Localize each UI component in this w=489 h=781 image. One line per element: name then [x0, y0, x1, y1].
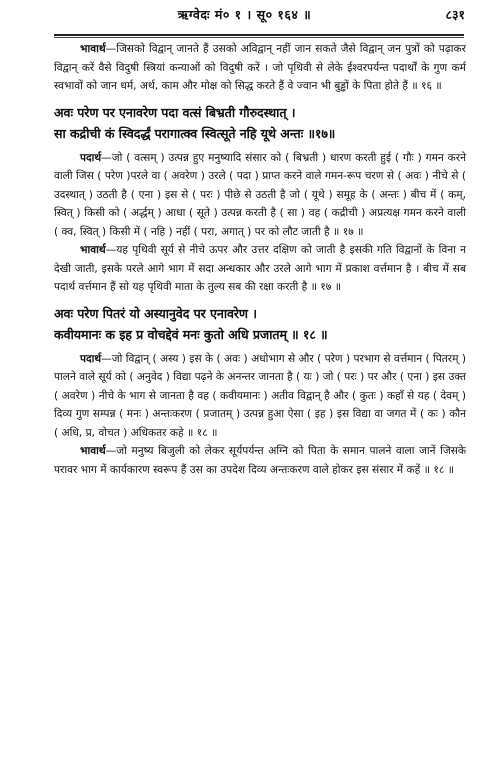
padarth-17-text: —जो ( वत्सम् ) उत्पन्न हुए मनुष्यादि संसार को ( बिभ्रती ) धारण करती हुई ( गौः ) गमन करने वाली जिस ( परेण )परले वा ( अवरेण ) उरले ( पदा ) प्राप्त करने वाले गमन-रूप चरण से ( अवः ) नीचे से ( उदस्थात् ) उठती है ( एना ) इस से ( परः ) पीछे से उठती है जो ( यूथे ) समूह के ( अन्तः ) बीच में ( कम्, स्वित् ) किसी को ( अर्द्धम् ) आधा ( सूते ) उत्पन्न करती है ( सा ) वह ( कद्रीची ) अप्रत्यक्ष गमन करने वाली ( क्व, स्वित् ) किसी में ( नहि ) नहीं ( परा, अगात् ) पर को लौट जाती है ॥ १७ ॥	[54, 151, 466, 238]
padarth-label: पदार्थ	[80, 352, 102, 365]
bhavarth-16-paragraph	[54, 40, 466, 96]
mantra-18-line-1: अवः परेण पितरं यो अस्यानुवेद पर एनावरेण ।	[54, 305, 257, 321]
bhavarth-18-paragraph	[54, 442, 466, 479]
mantra-18-line-2: कवीयमानः क इह प्र वोचद्देवं मनः कुतो अधि प्रजातम् ॥ १८ ॥	[54, 326, 328, 342]
mantra-17	[54, 102, 466, 144]
page-body	[54, 40, 466, 479]
mantra-18	[54, 303, 466, 345]
page-header	[0, 4, 489, 28]
padarth-label: पदार्थ	[80, 151, 102, 164]
padarth-18-text: —जो विद्वान् ( अस्य ) इस के ( अवः ) अधोभाग से और ( परेण ) परभाग से वर्त्तमान ( पितरम् ) पालने वाले सूर्य को ( अनुवेद ) विद्या पढ़ने के अनन्तर जानता है ( यः ) जो ( परः ) पर और ( एना ) इस उक्त ( अवरेण ) नीचे के भाग से जानता है वह ( कवीयमानः ) अतीव विद्वान् है और ( कुतः ) कहाँ से यह ( देवम् ) दिव्य गुण सम्पन्न ( मनः ) अन्तःकरण ( प्रजातम् ) उत्पन्न हुआ ऐसा ( इह ) इस विद्या वा जगत में ( कः ) कौन ( अधि, प्र, वोचत ) अधिकतर कहे ॥ १८ ॥	[54, 352, 466, 439]
page-header-title: ऋग्वेदः मं० १ । सू० १६४ ॥	[177, 7, 312, 22]
header-divider	[54, 34, 464, 36]
bhavarth-17-text: —यह पृथिवी सूर्य से नीचे ऊपर और उत्तर दक्षिण को जाती है इसकी गति विद्वानों के विना न देखी जाती, इसके परले आगे भाग में सदा अन्धकार और उरले आगे भाग में प्रकाश वर्त्तमान है । बीच में सब पदार्थ वर्त्तमान हैं सो यह पृथिवी माता के तुल्य सब की रक्षा करती है ॥ १७ ॥	[54, 244, 466, 293]
bhavarth-label: भावार्थ	[80, 43, 106, 55]
padarth-18-paragraph	[54, 350, 466, 443]
bhavarth-16-text: —जिसको विद्वान् जानते हैं उसको अविद्वान् नहीं जान सकते जैसे विद्वान् जन पुत्रों को पढ़ाकर विद्वान् करें वैसे विदुषी स्त्रियां कन्याओं को विदुषी करें । जो पृथिवी से लेके ईश्वरपर्यन्त पदार्थों के गुण कर्म स्वभावों को जान धर्म, अर्थ, काम और मोक्ष को सिद्ध करते हैं वे ज्वान भी बुड्ढों के पिता होते हैं ॥ १६ ॥	[54, 43, 466, 92]
bhavarth-18-text: —जो मनुष्य बिजुली को लेकर सूर्यपर्यन्त अग्नि को पिता के समान पालने वाला जानें जिसके परावर भाग में कार्यकारण स्वरूप हैं उस का उपदेश दिव्य अन्तःकरण वाले होकर इस संसार में कहें ॥ १८ ॥	[54, 445, 466, 476]
mantra-17-line-2: सा कद्रीची कं स्विदर्द्धं परागात्क्व स्वित्सूते नहि यूथे अन्तः ॥१७॥	[54, 125, 336, 141]
bhavarth-label: भावार्थ	[80, 445, 106, 457]
bhavarth-17-paragraph	[54, 241, 466, 297]
page-number: ८३१	[445, 7, 465, 22]
header-divider-thin	[54, 37, 464, 38]
bhavarth-label: भावार्थ	[80, 244, 106, 256]
padarth-17-paragraph	[54, 149, 466, 242]
mantra-17-line-1: अवः परेण पर एनावरेण पदा वत्सं बिभ्रती गौरुदस्थात् ।	[54, 104, 296, 120]
